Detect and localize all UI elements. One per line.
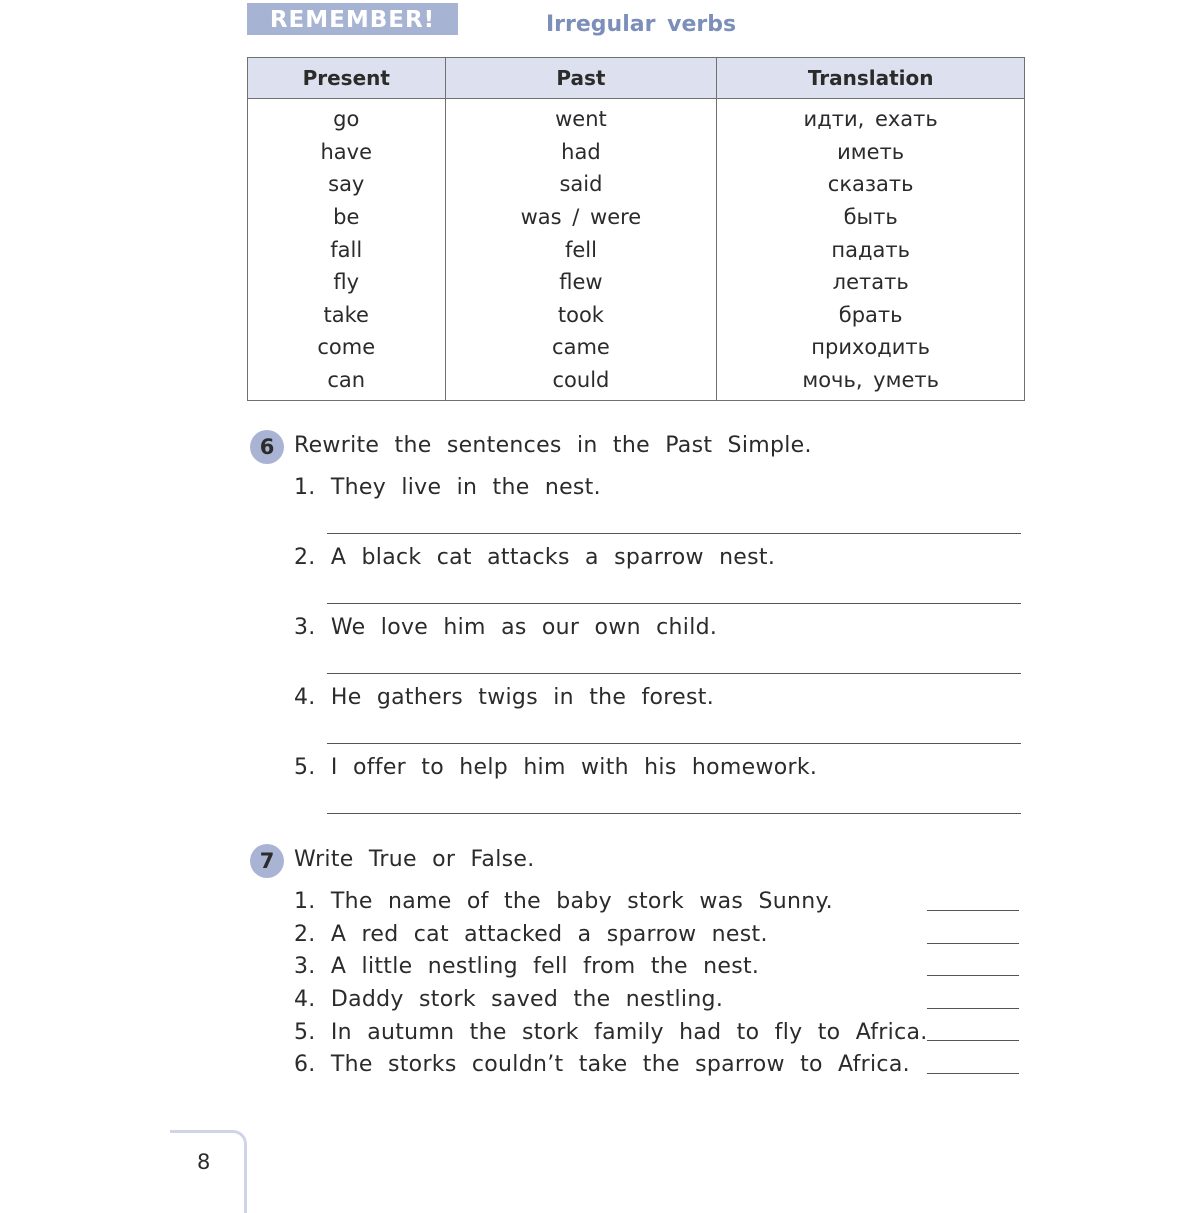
translation-cell: иметь [717,136,1025,169]
translation-cell: приходить [717,331,1025,364]
answer-line-4[interactable] [327,743,1021,744]
table-row [248,233,1025,266]
header-translation: Translation [717,58,1025,99]
answer-line-3[interactable] [327,673,1021,674]
past-cell: was / were [445,201,717,234]
rule-title: Irregular verbs [546,12,737,37]
answer-line-2[interactable] [327,603,1021,604]
exercise-7-number-badge: 7 [250,844,284,878]
past-cell: took [445,299,717,332]
table-row [248,266,1025,299]
true-false-answer-line-3[interactable] [927,975,1019,976]
present-cell: go [248,99,446,136]
translation-cell: летать [717,266,1025,299]
past-cell: went [445,99,717,136]
exercise-7-item-2: 2. A red cat attacked a sparrow nest. [294,922,768,947]
present-cell: come [248,331,446,364]
table-header-row [248,58,1025,99]
translation-cell: падать [717,233,1025,266]
past-cell: came [445,331,717,364]
exercise-7-item-6: 6. The storks couldn’t take the sparrow to Africa. [294,1052,910,1077]
exercise-6-item-3: 3. We love him as our own child. [294,615,718,640]
header-past: Past [445,58,717,99]
header-present: Present [248,58,446,99]
true-false-answer-line-4[interactable] [927,1008,1019,1009]
true-false-answer-line-6[interactable] [927,1073,1019,1074]
exercise-6-item-5: 5. I offer to help him with his homework. [294,755,818,780]
table-row [248,136,1025,169]
past-cell: said [445,168,717,201]
table-row [248,299,1025,332]
remember-banner: REMEMBER! [247,3,458,35]
table-row [248,99,1025,136]
exercise-6-item-1: 1. They live in the nest. [294,475,601,500]
table-row [248,364,1025,401]
page-number: 8 [197,1150,211,1174]
exercise-7-item-1: 1. The name of the baby stork was Sunny. [294,889,833,914]
present-cell: fall [248,233,446,266]
past-cell: had [445,136,717,169]
exercise-7-item-5: 5. In autumn the stork family had to fly to Africa. [294,1020,928,1045]
present-cell: can [248,364,446,401]
translation-cell: мочь, уметь [717,364,1025,401]
true-false-answer-line-1[interactable] [927,910,1019,911]
present-cell: have [248,136,446,169]
translation-cell: быть [717,201,1025,234]
exercise-6-item-4: 4. He gathers twigs in the forest. [294,685,714,710]
exercise-6-number-badge: 6 [250,430,284,464]
table-row [248,201,1025,234]
true-false-answer-line-5[interactable] [927,1040,1019,1041]
exercise-7-instruction: Write True or False. [294,847,535,872]
past-cell: flew [445,266,717,299]
present-cell: say [248,168,446,201]
table-row [248,168,1025,201]
translation-cell: идти, ехать [717,99,1025,136]
table-row [248,331,1025,364]
past-cell: could [445,364,717,401]
exercise-7-item-4: 4. Daddy stork saved the nestling. [294,987,724,1012]
answer-line-5[interactable] [327,813,1021,814]
irregular-verbs-table [247,57,1025,401]
exercise-6-instruction: Rewrite the sentences in the Past Simple. [294,433,812,458]
true-false-answer-line-2[interactable] [927,943,1019,944]
answer-line-1[interactable] [327,533,1021,534]
exercise-6-item-2: 2. A black cat attacks a sparrow nest. [294,545,776,570]
present-cell: be [248,201,446,234]
translation-cell: брать [717,299,1025,332]
present-cell: take [248,299,446,332]
present-cell: fly [248,266,446,299]
past-cell: fell [445,233,717,266]
translation-cell: сказать [717,168,1025,201]
exercise-7-item-3: 3. A little nestling fell from the nest. [294,954,760,979]
